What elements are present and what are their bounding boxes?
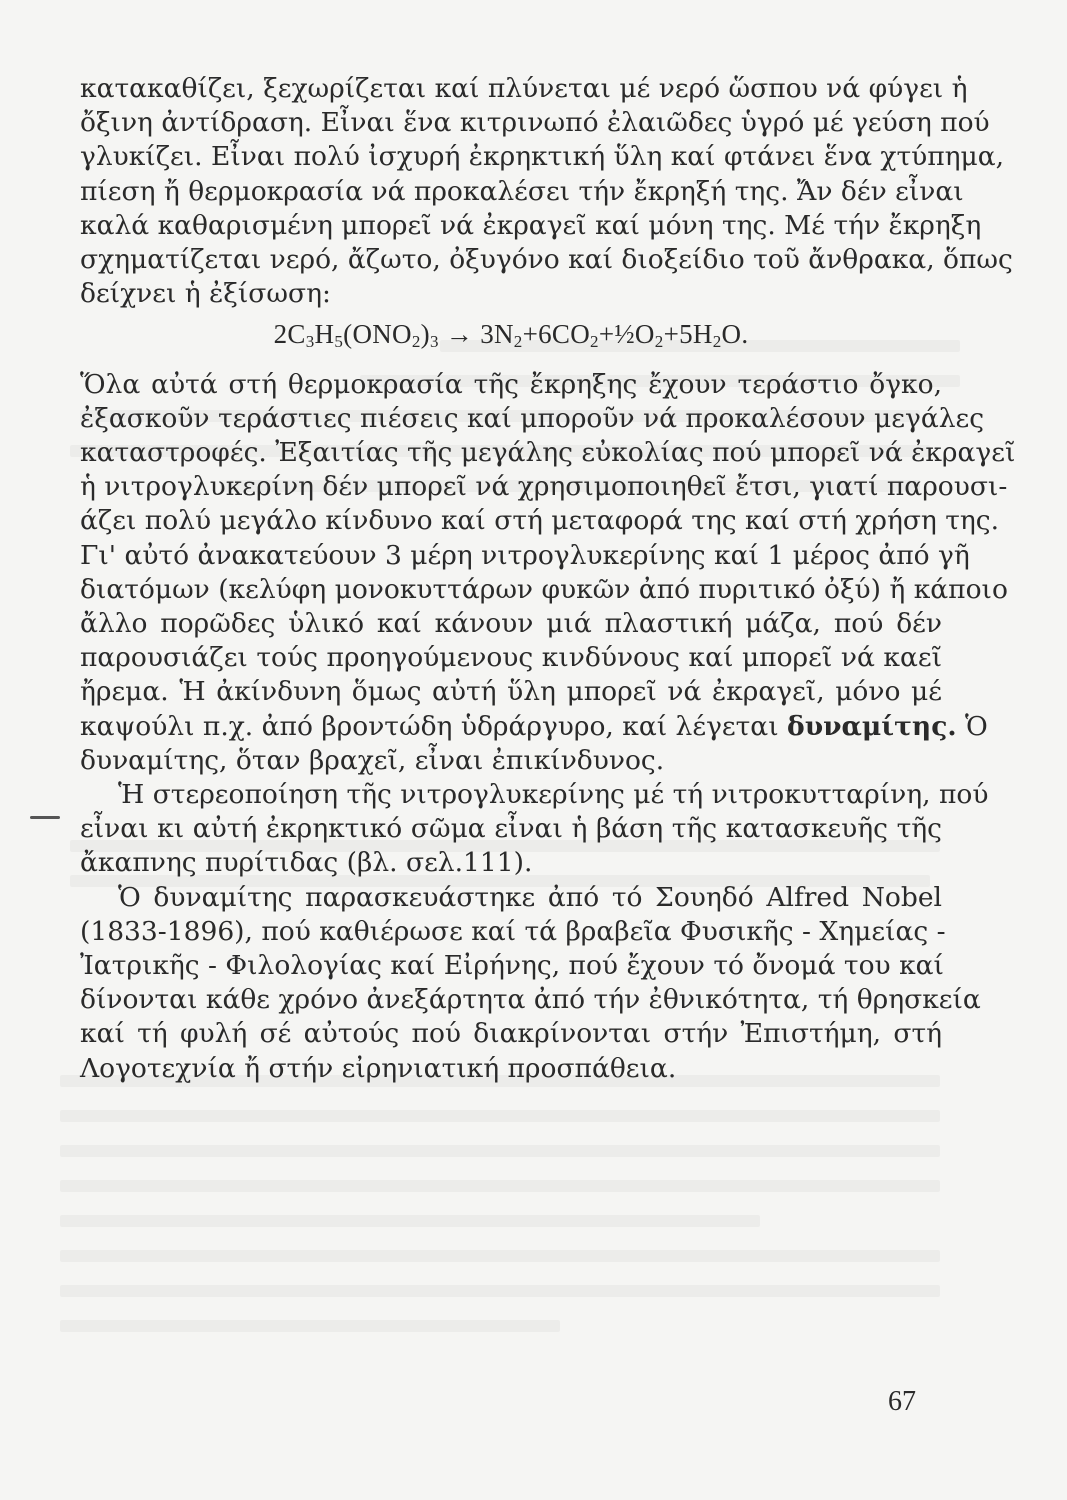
text-line: Ὁ δυναμίτης παρασκευάστηκε ἀπό τό Σουηδό Alfred Nobel [118, 881, 942, 913]
text-line: κατακαθίζει, ξεχωρίζεται καί πλύνεται μέ νερό ὥσπου νά φύγει ἡ [80, 73, 968, 104]
text-line: άζει πολύ μεγάλο κίνδυνο καί στή μεταφορά της καί στή χρήση της. [80, 505, 1000, 537]
text-line: σχηματίζεται νερό, ἄζωτο, ὀξυγόνο καί διοξείδιο τοῦ ἄνθρακα, ὅπως [80, 244, 1013, 276]
text-line: ἤρεμα. Ἡ ἀκίνδυνη ὅμως αὐτή ὕλη μπορεῖ νά ἐκραγεῖ, μόνο μέ [80, 676, 942, 708]
text-line: διατόμων (κελύφη μονοκυττάρων φυκῶν ἀπό πυριτικό ὀξύ) ἤ κάποιο [80, 573, 1008, 605]
equation-arrow: → [445, 319, 474, 350]
text-line: Ὅλα αὐτά στή θερμοκρασία τῆς ἔκρηξης ἔχουν τεράστιο ὄγκο, [80, 368, 942, 400]
text-line: δίνονται κάθε χρόνο ἀνεξάρτητα ἀπό τήν ἐθνικότητα, τή θρησκεία [80, 984, 981, 1016]
text-line: ἄλλο πορῶδες ὑλικό καί κάνουν μιά πλαστική μάζα, πού δέν [80, 608, 942, 640]
text-line: παρουσιάζει τούς προηγούμενους κινδύνους καί μπορεῖ νά καεῖ [80, 642, 942, 674]
paragraph-3 [80, 778, 989, 881]
text-line: πίεση ἤ θερμοκρασία νά προκαλέσει τήν ἔκρηξή της. Ἄν δέν εἶναι [80, 175, 964, 207]
margin-mark [30, 816, 60, 819]
text-line: γλυκίζει. Εἶναι πολύ ἰσχυρή ἐκρηκτική ὕλη καί φτάνει ἕνα χτύπημα, [80, 141, 1005, 173]
text-line: Λογοτεχνία ἤ στήν εἰρηνιατική προσπάθεια. [80, 1052, 677, 1084]
text-line: δυναμίτης, ὅταν βραχεῖ, εἶναι ἐπικίνδυνος. [80, 744, 665, 776]
text-line: δείχνει ἡ ἐξίσωση: [80, 278, 331, 310]
text-line: εἶναι κι αὐτή ἐκρηκτικό σῶμα εἶναι ἡ βάση τῆς κατασκευῆς τῆς [80, 813, 942, 845]
body-text [80, 72, 1016, 1086]
text-fragment: Ὁ [965, 710, 988, 742]
text-line: ἐξασκοῦν τεράστιες πιέσεις καί μποροῦν νά προκαλέσουν μεγάλες [80, 402, 985, 434]
page-number: 67 [888, 1386, 916, 1417]
text-fragment: καψούλι π.χ. ἀπό βροντώδη ὑδράργυρο, καί λέγεται [80, 710, 779, 742]
text-line: ὄξινη ἀντίδραση. Εἶναι ἕνα κιτρινωπό ἐλαιῶδες ὑγρό μέ γεύση πού [80, 107, 990, 139]
paragraph-2 [80, 368, 1016, 778]
text-line: καταστροφές. Ἐξαιτίας τῆς μεγάλης εὐκολίας πού μπορεῖ νά ἐκραγεῖ [80, 437, 1016, 469]
text-line-with-term [80, 710, 988, 744]
text-line: Γι' αὐτό ἀνακατεύουν 3 μέρη νιτρογλυκερίνης καί 1 μέρος ἀπό γῆ [80, 539, 970, 571]
text-line: καί τή φυλή σέ αὐτούς πού διακρίνονται στήν Ἐπιστήμη, στή [80, 1018, 942, 1050]
text-line: ἄκαπνης πυρίτιδας (βλ. σελ.111). [80, 847, 533, 879]
paragraph-4 [80, 881, 981, 1086]
text-line: Ἰατρικῆς - Φιλολογίας καί Εἰρήνης, πού ἔχουν τό ὄνομά του καί [80, 950, 944, 982]
term-dynamite: δυναμίτης. [787, 710, 957, 742]
text-line: ἡ νιτρογλυκερίνη δέν μπορεῖ νά χρησιμοποιηθεῖ ἔτσι, γιατί παρουσι- [80, 471, 1008, 503]
text-line: καλά καθαρισμένη μπορεῖ νά ἐκραγεῖ καί μόνη της. Μέ τήν ἔκρηξη [80, 209, 982, 241]
paragraph-1 [80, 72, 1013, 311]
equation-reactant: 2C [273, 319, 306, 350]
text-line: Ἡ στερεοποίηση τῆς νιτρογλυκερίνης μέ τή νιτροκυτταρίνη, πού [118, 779, 989, 811]
chemical-equation: $2C_3H_5(ONO_2)_3$ → $3N_2+6CO_2+\frac{1}{2}O_2+5H_2O$. [273, 319, 749, 352]
text-line: (1833-1896), πού καθιέρωσε καί τά βραβεῖα Φυσικῆς - Χημείας - [80, 915, 946, 947]
